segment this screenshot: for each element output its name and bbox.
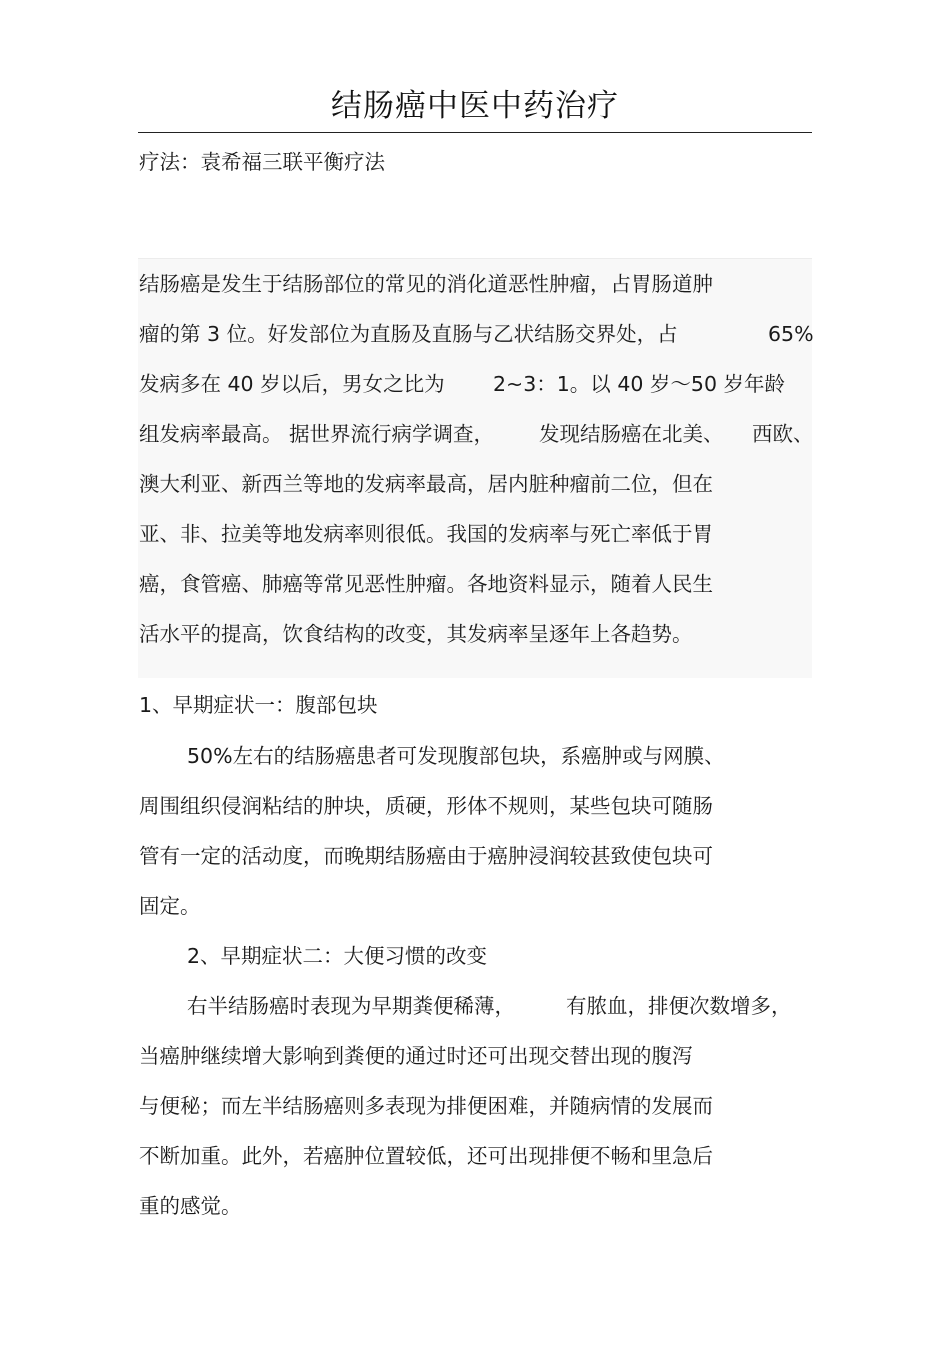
title-underline	[138, 132, 812, 133]
section-2-heading: 2、早期症状二：大便习惯的改变	[187, 944, 488, 968]
intro-line-1: 结肠癌是发生于结肠部位的常见的消化道恶性肿瘤，占胃肠道肿	[139, 272, 713, 296]
section-1-line-2: 周围组织侵润粘结的肿块，质硬，形体不规则，某些包块可随肠	[139, 794, 713, 818]
intro-line-7: 癌，食管癌、肺癌等常见恶性肿瘤。各地资料显示，随着人民生	[139, 572, 713, 596]
intro-line-4-part-a: 组发病率最高。 据世界流行病学调查，	[139, 422, 495, 446]
section-2-line-3: 与便秘；而左半结肠癌则多表现为排便困难，并随病情的发展而	[139, 1094, 713, 1118]
intro-line-3-part-b: 2~3：1。以 40 岁～50 岁年龄	[493, 372, 786, 396]
section-2-line-1-part-b: 有脓血，排便次数增多，	[566, 994, 792, 1018]
intro-line-5: 澳大利亚、新西兰等地的发病率最高，居内脏种瘤前二位，但在	[139, 472, 713, 496]
intro-line-2	[139, 320, 678, 348]
intro-line-3-part-a: 发病多在 40 岁以后，男女之比为	[139, 372, 445, 396]
intro-line-2-text: 瘤的第 3 位。好发部位为直肠及直肠与乙状结肠交界处，占	[139, 322, 678, 346]
section-1-line-3: 管有一定的活动度，而晚期结肠癌由于癌肿浸润较甚致使包块可	[139, 844, 713, 868]
section-2-line-4: 不断加重。此外，若癌肿位置较低，还可出现排便不畅和里急后	[139, 1144, 713, 1168]
section-2-line-1-part-a: 右半结肠癌时表现为早期粪便稀薄，	[187, 994, 515, 1018]
intro-line-4-part-b: 发现结肠癌在北美、	[539, 422, 724, 446]
section-1-line-1: 50%左右的结肠癌患者可发现腹部包块，系癌肿或与网膜、	[187, 744, 725, 768]
intro-line-6: 亚、非、拉美等地发病率则很低。我国的发病率与死亡率低于胃	[139, 522, 713, 546]
section-1-heading: 1、早期症状一：腹部包块	[139, 693, 378, 717]
intro-line-3	[139, 370, 445, 398]
section-2-line-2: 当癌肿继续增大影响到粪便的通过时还可出现交替出现的腹泻	[139, 1044, 693, 1068]
intro-line-8: 活水平的提高，饮食结构的改变，其发病率呈逐年上各趋势。	[139, 622, 693, 646]
intro-line-2-percent: 65%	[768, 322, 814, 346]
subtitle-therapy: 疗法：袁希福三联平衡疗法	[139, 150, 385, 174]
document-title: 结肠癌中医中药治疗	[331, 88, 619, 124]
section-2-line-5: 重的感觉。	[139, 1194, 242, 1218]
intro-line-4-part-c: 西欧、	[752, 422, 814, 446]
section-1-line-4: 固定。	[139, 894, 201, 918]
